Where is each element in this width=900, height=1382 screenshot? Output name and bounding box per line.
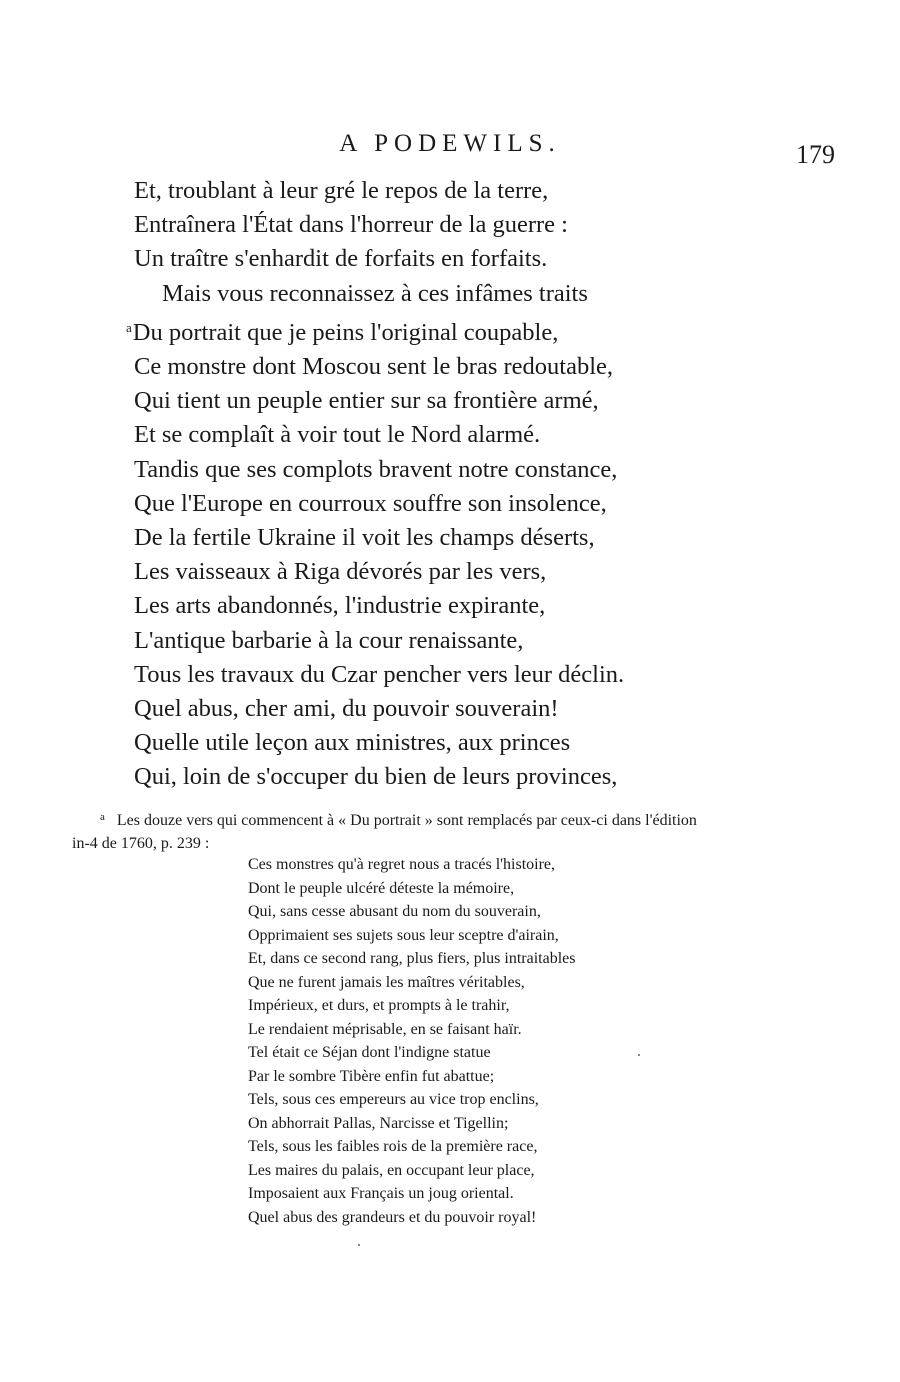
verse-line: Entraînera l'État dans l'horreur de la guerre : [134, 211, 568, 239]
verse-line-with-note [126, 311, 854, 350]
footnote-verse-line: Tel était ce Séjan dont l'indigne statue [248, 1044, 491, 1061]
footnote-verse-line: Opprimaient ses sujets sous leur sceptre d'airain, [248, 926, 559, 944]
footnote-intro-line [72, 806, 842, 832]
verse-line: Les arts abandonnés, l'industrie expirante, [134, 592, 546, 620]
verse-line: Ce monstre dont Moscou sent le bras redoutable, [134, 353, 614, 381]
footnote-verse-line: Par le sombre Tibère enfin fut abattue; [248, 1067, 495, 1085]
verse-line: Mais vous reconnaissez à ces infâmes traits [162, 279, 588, 307]
verse-line: Et, troublant à leur gré le repos de la terre, [134, 177, 549, 204]
footnote-verse-line: Imposaient aux Français un joug oriental. [248, 1185, 514, 1202]
verse-line: Qui tient un peuple entier sur sa frontière armé, [134, 387, 599, 415]
footnote-verse-line: Quel abus des grandeurs et du pouvoir royal! [248, 1208, 537, 1226]
footnote-verse-line: Et, dans ce second rang, plus fiers, plus intraitables [248, 950, 576, 967]
poem-body [126, 174, 854, 795]
footnote-marker: a [100, 811, 105, 823]
footnote-verse-line: Ces monstres qu'à regret nous a tracés l'histoire, [248, 856, 556, 873]
footnote-verse-line: On abhorrait Pallas, Narcisse et Tigellin; [248, 1114, 509, 1132]
footnote-verse-line: Le rendaient méprisable, en se faisant haïr. [248, 1020, 522, 1038]
verse-line: De la fertile Ukraine il voit les champs déserts, [134, 524, 595, 552]
verse-line: Et se complaît à voir tout le Nord alarmé. [134, 421, 541, 449]
ink-speck [638, 1054, 640, 1056]
footnote-verse-line: Qui, sans cesse abusant du nom du souverain, [248, 903, 541, 920]
verse-text: Du portrait que je peins l'original coupable, [132, 318, 559, 346]
verse-line: Quel abus, cher ami, du pouvoir souverain! [134, 695, 559, 723]
verse-line: Qui, loin de s'occuper du bien de leurs provinces, [134, 763, 618, 791]
verse-line: Quelle utile leçon aux ministres, aux princes [134, 729, 571, 757]
footnote-verse-line: Que ne furent jamais les maîtres véritables, [248, 973, 525, 991]
verse-line: L'antique barbarie à la cour renaissante, [134, 626, 524, 654]
footnote-reference: a [126, 319, 132, 335]
footnote-intro-line: in-4 de 1760, p. 239 : [72, 835, 210, 852]
ink-speck [358, 1244, 360, 1246]
running-title: A PODEWILS. [339, 130, 561, 157]
footnote-verse-line: Tels, sous ces empereurs au vice trop enclins, [248, 1091, 539, 1108]
footnote-verse-line: Tels, sous les faibles rois de la première race, [248, 1138, 538, 1155]
footnote-verse-line: Les maires du palais, en occupant leur place, [248, 1161, 535, 1179]
verse-line: Tous les travaux du Czar pencher vers leur déclin. [134, 660, 625, 688]
page-number: 179 [796, 140, 835, 169]
verse-line: Tandis que ses complots bravent notre constance, [134, 455, 618, 483]
footnote-intro [72, 806, 842, 855]
footnote-intro-text: Les douze vers qui commencent à « Du portrait » sont remplacés par ceux-ci dans l'édition [116, 812, 697, 829]
verse-line: Que l'Europe en courroux souffre son insolence, [134, 489, 607, 517]
footnote-verses [248, 853, 808, 1229]
verse-line: Un traître s'enhardit de forfaits en forfaits. [134, 245, 548, 273]
footnote-verse-line: Dont le peuple ulcéré déteste la mémoire, [248, 879, 515, 897]
footnote-verse-line: Impérieux, et durs, et prompts à le trahir, [248, 997, 510, 1014]
verse-line: Les vaisseaux à Riga dévorés par les vers, [134, 558, 547, 586]
